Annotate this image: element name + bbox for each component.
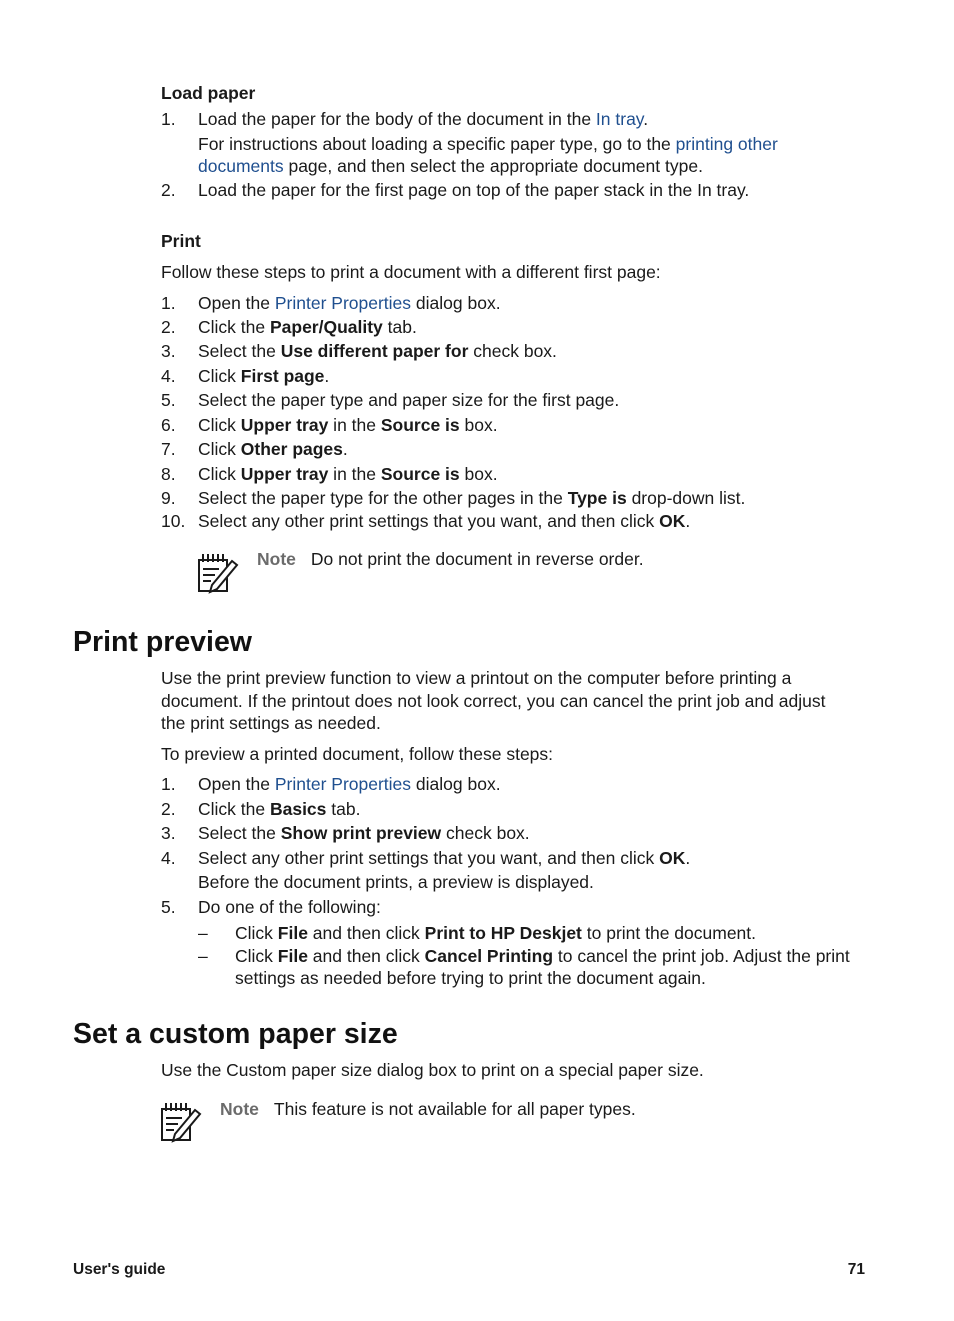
list-item [198, 340, 557, 362]
list-item: Select the paper type and paper size for the first page. [198, 390, 620, 410]
sub-list-item [235, 922, 756, 944]
list-number: 3. [161, 823, 176, 843]
text: in the [328, 464, 381, 484]
list-item [198, 365, 329, 387]
text: . [324, 366, 330, 386]
list-number: 2. [161, 317, 176, 337]
list-item [198, 414, 498, 436]
list-number: 3. [161, 341, 176, 361]
list-item-subtext [198, 155, 703, 177]
list-number: 1. [161, 774, 176, 794]
paragraph-line: document. If the printout does not look correct, you can cancel the print job and adjust [161, 691, 826, 711]
list-number: 5. [161, 897, 176, 917]
list-item-subtext [198, 133, 778, 155]
list-number: 2. [161, 180, 176, 200]
text: dialog box. [411, 774, 501, 794]
ui-term: Other pages [240, 439, 343, 459]
paragraph-line: Use the print preview function to view a printout on the computer before printing a [161, 668, 792, 688]
list-item [198, 108, 648, 130]
ui-term: Print to HP Deskjet [424, 923, 582, 943]
sub-list-item [235, 945, 850, 967]
text: Click [198, 415, 241, 435]
text: check box. [468, 341, 557, 361]
list-number: 1. [161, 293, 176, 313]
list-item [198, 847, 690, 869]
printer-properties-link[interactable]: Printer Properties [274, 774, 412, 794]
list-number: 9. [161, 488, 176, 508]
list-number: 2. [161, 799, 176, 819]
note [220, 1098, 636, 1120]
text: tab. [382, 317, 417, 337]
ui-term: Upper tray [240, 464, 329, 484]
ui-term: Use different paper for [280, 341, 469, 361]
text: Select the paper type for the other pages in the [198, 488, 568, 508]
text: Select any other print settings that you want, and then click [198, 511, 660, 531]
list-item: Load the paper for the first page on top of the paper stack in the In tray. [198, 180, 750, 200]
list-number: 8. [161, 464, 176, 484]
text: dialog box. [411, 293, 501, 313]
list-number: 4. [161, 848, 176, 868]
ui-term: Source is [380, 415, 460, 435]
ui-term: Type is [567, 488, 627, 508]
page-number: 71 [847, 1261, 865, 1278]
sub-list-item-continuation: settings as needed before trying to print the document again. [235, 968, 706, 988]
text: . [685, 848, 691, 868]
in-tray-link[interactable]: In tray [595, 109, 644, 129]
paragraph: To preview a printed document, follow these steps: [161, 744, 554, 764]
note-label: Note [220, 1099, 259, 1119]
text: Click [235, 923, 278, 943]
dash-bullet: – [198, 923, 208, 943]
text: to cancel the print job. Adjust the print [553, 946, 850, 966]
list-number: 5. [161, 390, 176, 410]
list-item-subtext: Before the document prints, a preview is displayed. [198, 872, 594, 892]
paragraph-line: the print settings as needed. [161, 713, 381, 733]
paragraph: Use the Custom paper size dialog box to print on a special paper size. [161, 1060, 704, 1080]
text: Load the paper for the body of the document in the [198, 109, 596, 129]
ui-term: File [277, 946, 308, 966]
text: drop-down list. [626, 488, 746, 508]
ui-term: Upper tray [240, 415, 329, 435]
list-item [198, 438, 348, 460]
list-number: 10. [161, 511, 186, 531]
note-icon [196, 552, 240, 594]
text: Click [198, 464, 241, 484]
note [257, 548, 644, 570]
list-number: 7. [161, 439, 176, 459]
ui-term: Cancel Printing [424, 946, 554, 966]
dash-bullet: – [198, 946, 208, 966]
printing-other-documents-link[interactable]: printing other [675, 134, 778, 154]
text: Click [198, 439, 241, 459]
text: and then click [307, 923, 425, 943]
text: Select the [198, 823, 281, 843]
ui-term: File [277, 923, 308, 943]
note-text: This feature is not available for all paper types. [273, 1099, 636, 1119]
note-label: Note [257, 549, 296, 569]
text: Click the [198, 799, 270, 819]
printer-properties-link[interactable]: Printer Properties [274, 293, 412, 313]
ui-term: Source is [380, 464, 460, 484]
custom-paper-size-title: Set a custom paper size [73, 1018, 398, 1050]
text: in the [328, 415, 381, 435]
list-item [198, 510, 690, 532]
list-item [198, 316, 417, 338]
text: Click [235, 946, 278, 966]
text: box. [459, 415, 498, 435]
list-item [198, 773, 501, 795]
text: Open the [198, 293, 275, 313]
print-heading: Print [161, 231, 201, 251]
ui-term: Paper/Quality [269, 317, 383, 337]
text: tab. [326, 799, 361, 819]
list-item [198, 798, 360, 820]
list-item [198, 822, 530, 844]
text: page, and then select the appropriate document type. [283, 156, 703, 176]
text: Select the [198, 341, 281, 361]
list-item [198, 487, 745, 509]
list-number: 4. [161, 366, 176, 386]
ui-term: Basics [269, 799, 327, 819]
print-preview-title: Print preview [73, 626, 252, 658]
ui-term: OK [659, 848, 686, 868]
text: check box. [441, 823, 530, 843]
text: Click the [198, 317, 270, 337]
text: . [643, 109, 649, 129]
text: Open the [198, 774, 275, 794]
ui-term: First page [240, 366, 325, 386]
text: . [342, 439, 348, 459]
text: For instructions about loading a specific paper type, go to the [198, 134, 676, 154]
text: Click [198, 366, 241, 386]
print-intro: Follow these steps to print a document with a different first page: [161, 262, 661, 282]
ui-term: OK [659, 511, 686, 531]
text: and then click [307, 946, 425, 966]
ui-term: Show print preview [280, 823, 442, 843]
list-number: 1. [161, 109, 176, 129]
list-item: Do one of the following: [198, 897, 381, 917]
list-item [198, 292, 501, 314]
text: box. [459, 464, 498, 484]
note-text: Do not print the document in reverse order. [310, 549, 644, 569]
printing-other-documents-link[interactable]: documents [198, 156, 284, 176]
list-item [198, 463, 498, 485]
footer-title: User's guide [73, 1261, 166, 1278]
text: to print the document. [581, 923, 757, 943]
text: . [685, 511, 691, 531]
note-icon [159, 1101, 203, 1143]
text: Select any other print settings that you want, and then click [198, 848, 660, 868]
load-paper-heading: Load paper [161, 83, 256, 103]
list-number: 6. [161, 415, 176, 435]
